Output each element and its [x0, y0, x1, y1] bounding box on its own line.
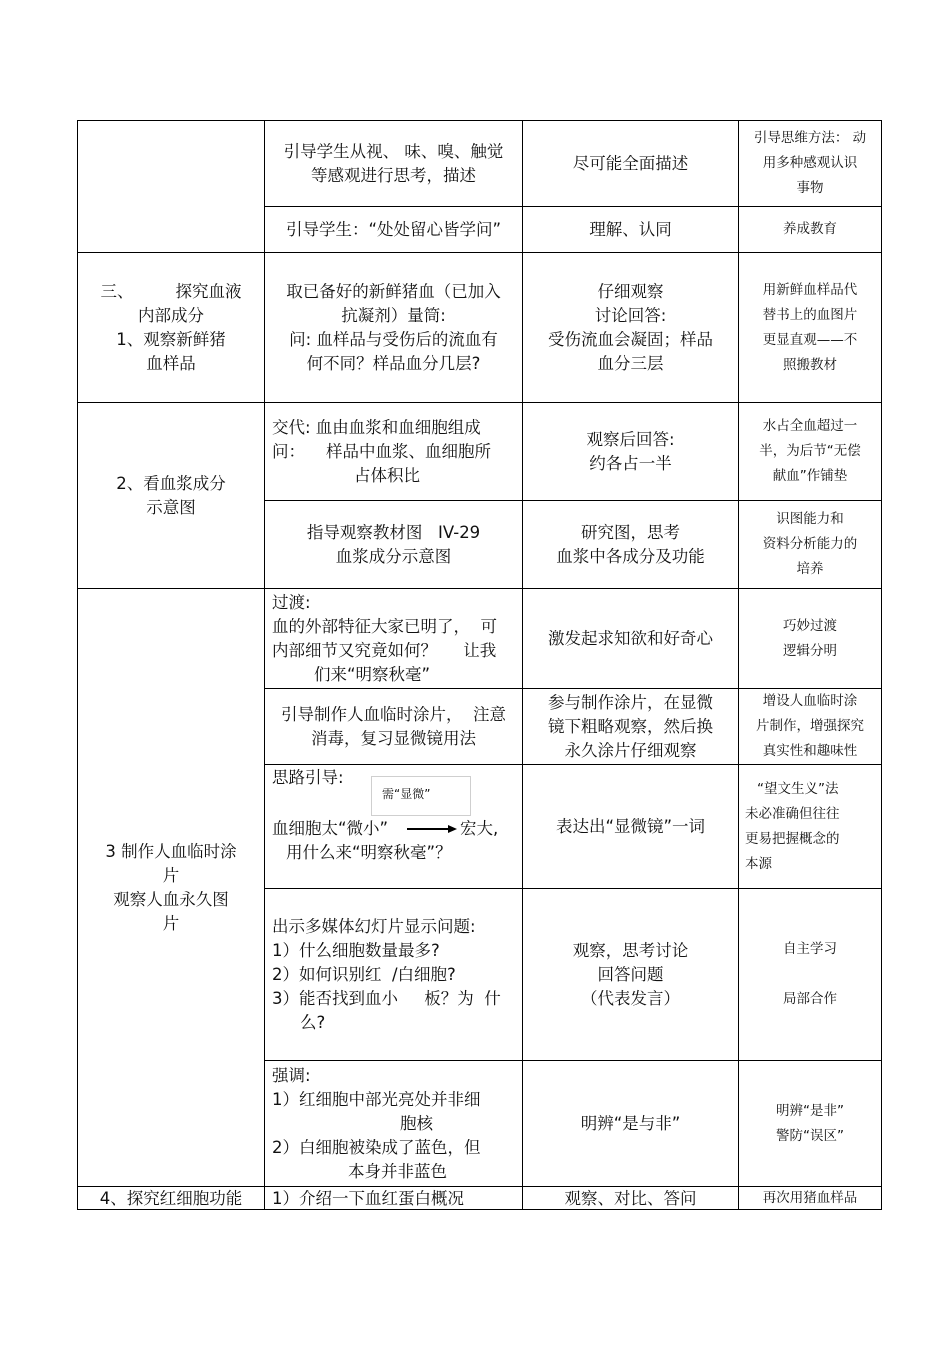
teacher-text: 取已备好的新鲜猪血（已加入	[286, 281, 501, 301]
hint-callout-text: 需“显微”	[382, 787, 431, 801]
teacher-text: 抗凝剂）量筒:	[341, 305, 446, 325]
teacher-text: 交代: 血由血浆和血细胞组成	[272, 417, 481, 437]
student-activity-cell	[523, 889, 738, 1060]
intent-text: 用新鲜血样品代	[762, 281, 858, 298]
student-activity-cell	[523, 765, 738, 888]
student-activity-cell	[523, 1187, 738, 1209]
intent-text: 局部合作	[783, 991, 837, 1007]
right-arrow-icon	[407, 824, 457, 834]
student-text: 受伤流血会凝固；样品	[548, 329, 713, 349]
section-text: 内部成分	[138, 305, 204, 325]
intent-text: 再次用猪血样品	[762, 1190, 858, 1206]
section-text: 血样品	[146, 353, 196, 373]
teacher-text: 3）能否找到血小 板？为 什	[272, 988, 501, 1008]
teacher-text: 强调:	[272, 1065, 311, 1085]
teacher-text: 血浆成分示意图	[335, 546, 452, 566]
teacher-activity-cell	[265, 121, 522, 206]
teacher-text: 问: 血样品与受伤后的流血有	[289, 329, 498, 349]
teacher-text: 内部细节又究竟如何？ 让我	[272, 640, 497, 660]
student-text: 血分三层	[597, 353, 664, 373]
intent-text: 明辨“是非”	[776, 1102, 844, 1119]
student-text: 讨论回答:	[594, 305, 667, 325]
intent-text: 半，为后节“无偿	[759, 443, 861, 459]
student-activity-cell	[523, 1061, 738, 1186]
teacher-text: 宏大,	[460, 819, 499, 838]
teacher-text: 引导制作人血临时涂片， 注意	[281, 704, 506, 724]
intent-text: 本源	[745, 855, 772, 872]
intent-text: 培养	[796, 561, 824, 577]
teacher-text: 1）红细胞中部光亮处并非细	[272, 1089, 481, 1109]
teacher-activity-cell	[265, 689, 522, 764]
intent-spacer	[808, 962, 812, 987]
intent-text: 事物	[796, 180, 824, 196]
design-intent-cell	[739, 121, 881, 206]
section-text: 1、观察新鲜猪	[116, 329, 226, 349]
student-text: 参与制作涂片，在显微	[548, 692, 713, 712]
student-text: 血浆中各成分及功能	[556, 546, 705, 566]
teacher-activity-cell	[265, 589, 522, 688]
student-text: 回答问题	[597, 964, 664, 984]
teacher-text: 本身并非蓝色	[348, 1161, 447, 1181]
design-intent-cell	[739, 765, 881, 888]
design-intent-cell	[739, 403, 881, 500]
section-text: 3 制作人血临时涂	[105, 841, 237, 861]
teacher-text: 引导学生从视、 味、嗅、触觉	[283, 141, 504, 161]
intent-text: 献血”作铺垫	[772, 468, 848, 484]
intent-text: 资料分析能力的	[762, 536, 858, 552]
section-cell	[78, 403, 264, 588]
section-text: 2、看血浆成分	[116, 473, 226, 493]
student-text: 仔细观察	[597, 281, 664, 301]
teacher-text: 问： 样品中血浆、血细胞所	[272, 441, 491, 461]
section-text: 片	[162, 865, 180, 885]
teacher-text: 等感观进行思考，描述	[311, 165, 476, 185]
section-cell	[78, 1187, 264, 1209]
teacher-text: 血的外部特征大家已明了， 可	[272, 616, 497, 636]
intent-text: 逻辑分明	[783, 642, 837, 659]
intent-text: “望文生义”法	[757, 780, 839, 797]
teacher-text: 消毒，复习显微镜用法	[311, 728, 476, 748]
teacher-activity-cell	[265, 1187, 522, 1209]
teacher-text: 指导观察教材图 IV-29	[306, 522, 481, 542]
teacher-text: 血细胞太“微小”	[272, 819, 389, 838]
student-activity-cell	[523, 207, 738, 252]
design-intent-cell	[739, 253, 881, 402]
table-bottom-border	[77, 1209, 882, 1210]
intent-text: 片制作，增强探究	[756, 718, 864, 734]
student-text: 激发起求知欲和好奇心	[548, 628, 713, 648]
section-text: 示意图	[146, 497, 196, 517]
hint-callout-box	[371, 776, 471, 816]
student-text: 明辨“是与非”	[580, 1113, 681, 1133]
student-activity-cell	[523, 689, 738, 764]
design-intent-cell	[739, 1187, 881, 1209]
teacher-text: 们来“明察秋毫”	[314, 664, 431, 684]
student-activity-cell	[523, 403, 738, 500]
teacher-text: 1）什么细胞数量最多?	[272, 940, 440, 960]
design-intent-cell	[739, 501, 881, 588]
student-text: 表达出“显微镜”一词	[555, 816, 706, 836]
section-text: 4、探究红细胞功能	[99, 1189, 243, 1208]
student-text: 永久涂片仔细观察	[564, 740, 697, 760]
section-text: 观察人血永久图	[113, 889, 229, 909]
student-text: 观察后回答:	[586, 429, 675, 449]
teacher-text: 何不同？样品血分几层?	[306, 353, 481, 373]
student-activity-cell	[523, 589, 738, 688]
intent-text: 增设人血临时涂	[762, 693, 858, 709]
teacher-activity-cell	[265, 403, 522, 500]
teacher-activity-cell	[265, 253, 522, 402]
section-cell	[78, 589, 264, 1186]
teacher-text: 1）介绍一下血红蛋白概况	[272, 1189, 464, 1208]
teacher-activity-cell	[265, 207, 522, 252]
intent-text: 真实性和趣味性	[762, 743, 858, 759]
student-text: 约各占一半	[589, 453, 672, 473]
teacher-text: 思路引导:	[272, 768, 344, 787]
teacher-text: 引导学生：“处处留心皆学问”	[285, 219, 502, 239]
intent-text: 水占全血超过一	[762, 418, 858, 434]
design-intent-cell	[739, 1061, 881, 1186]
intent-text: 替书上的血图片	[762, 306, 858, 323]
teacher-text: 过渡:	[272, 592, 311, 612]
teacher-activity-cell	[265, 1061, 522, 1186]
intent-text: 识图能力和	[776, 511, 844, 527]
intent-text: 照搬教材	[783, 356, 837, 373]
section-cell	[78, 253, 264, 402]
student-text: 镜下粗略观察，然后换	[548, 716, 713, 736]
teacher-text: 占体积比	[354, 465, 420, 485]
intent-text: 未必准确但往往	[745, 805, 840, 822]
design-intent-cell	[739, 589, 881, 688]
student-text: 研究图，思考	[581, 522, 680, 542]
student-text: 观察，思考讨论	[572, 940, 689, 960]
design-intent-cell	[739, 207, 881, 252]
intent-text: 养成教育	[783, 221, 837, 237]
teacher-activity-cell	[265, 889, 522, 1060]
teacher-text: 么?	[300, 1012, 326, 1032]
teacher-text: 2）白细胞被染成了蓝色，但	[272, 1137, 481, 1157]
student-text: 尽可能全面描述	[572, 153, 689, 173]
teacher-text: 用什么来“明察秋毫”？	[286, 843, 452, 862]
intent-text: 更显直观——不	[762, 331, 858, 348]
intent-text: 引导思维方法： 动	[753, 130, 867, 146]
student-text: 理解、认同	[589, 219, 672, 239]
section-text: 片	[162, 913, 180, 933]
student-activity-cell	[523, 121, 738, 206]
intent-text: 更易把握概念的	[745, 830, 840, 847]
section-text: 三、 探究血液	[100, 281, 242, 301]
intent-text: 自主学习	[783, 941, 837, 957]
intent-text: 用多种感观认识	[762, 155, 858, 171]
intent-text: 巧妙过渡	[783, 617, 837, 634]
table-right-border	[881, 120, 882, 1210]
teacher-text: 胞核	[400, 1113, 433, 1133]
student-text: 观察、对比、答问	[564, 1189, 697, 1208]
teacher-text: 2）如何识别红 /白细胞?	[272, 964, 456, 984]
student-activity-cell	[523, 501, 738, 588]
design-intent-cell	[739, 689, 881, 764]
intent-text: 警防“误区”	[776, 1127, 844, 1144]
teacher-activity-cell	[265, 501, 522, 588]
student-activity-cell	[523, 253, 738, 402]
student-text: （代表发言）	[581, 988, 680, 1008]
design-intent-cell	[739, 889, 881, 1060]
teacher-text: 出示多媒体幻灯片显示问题:	[272, 916, 476, 936]
